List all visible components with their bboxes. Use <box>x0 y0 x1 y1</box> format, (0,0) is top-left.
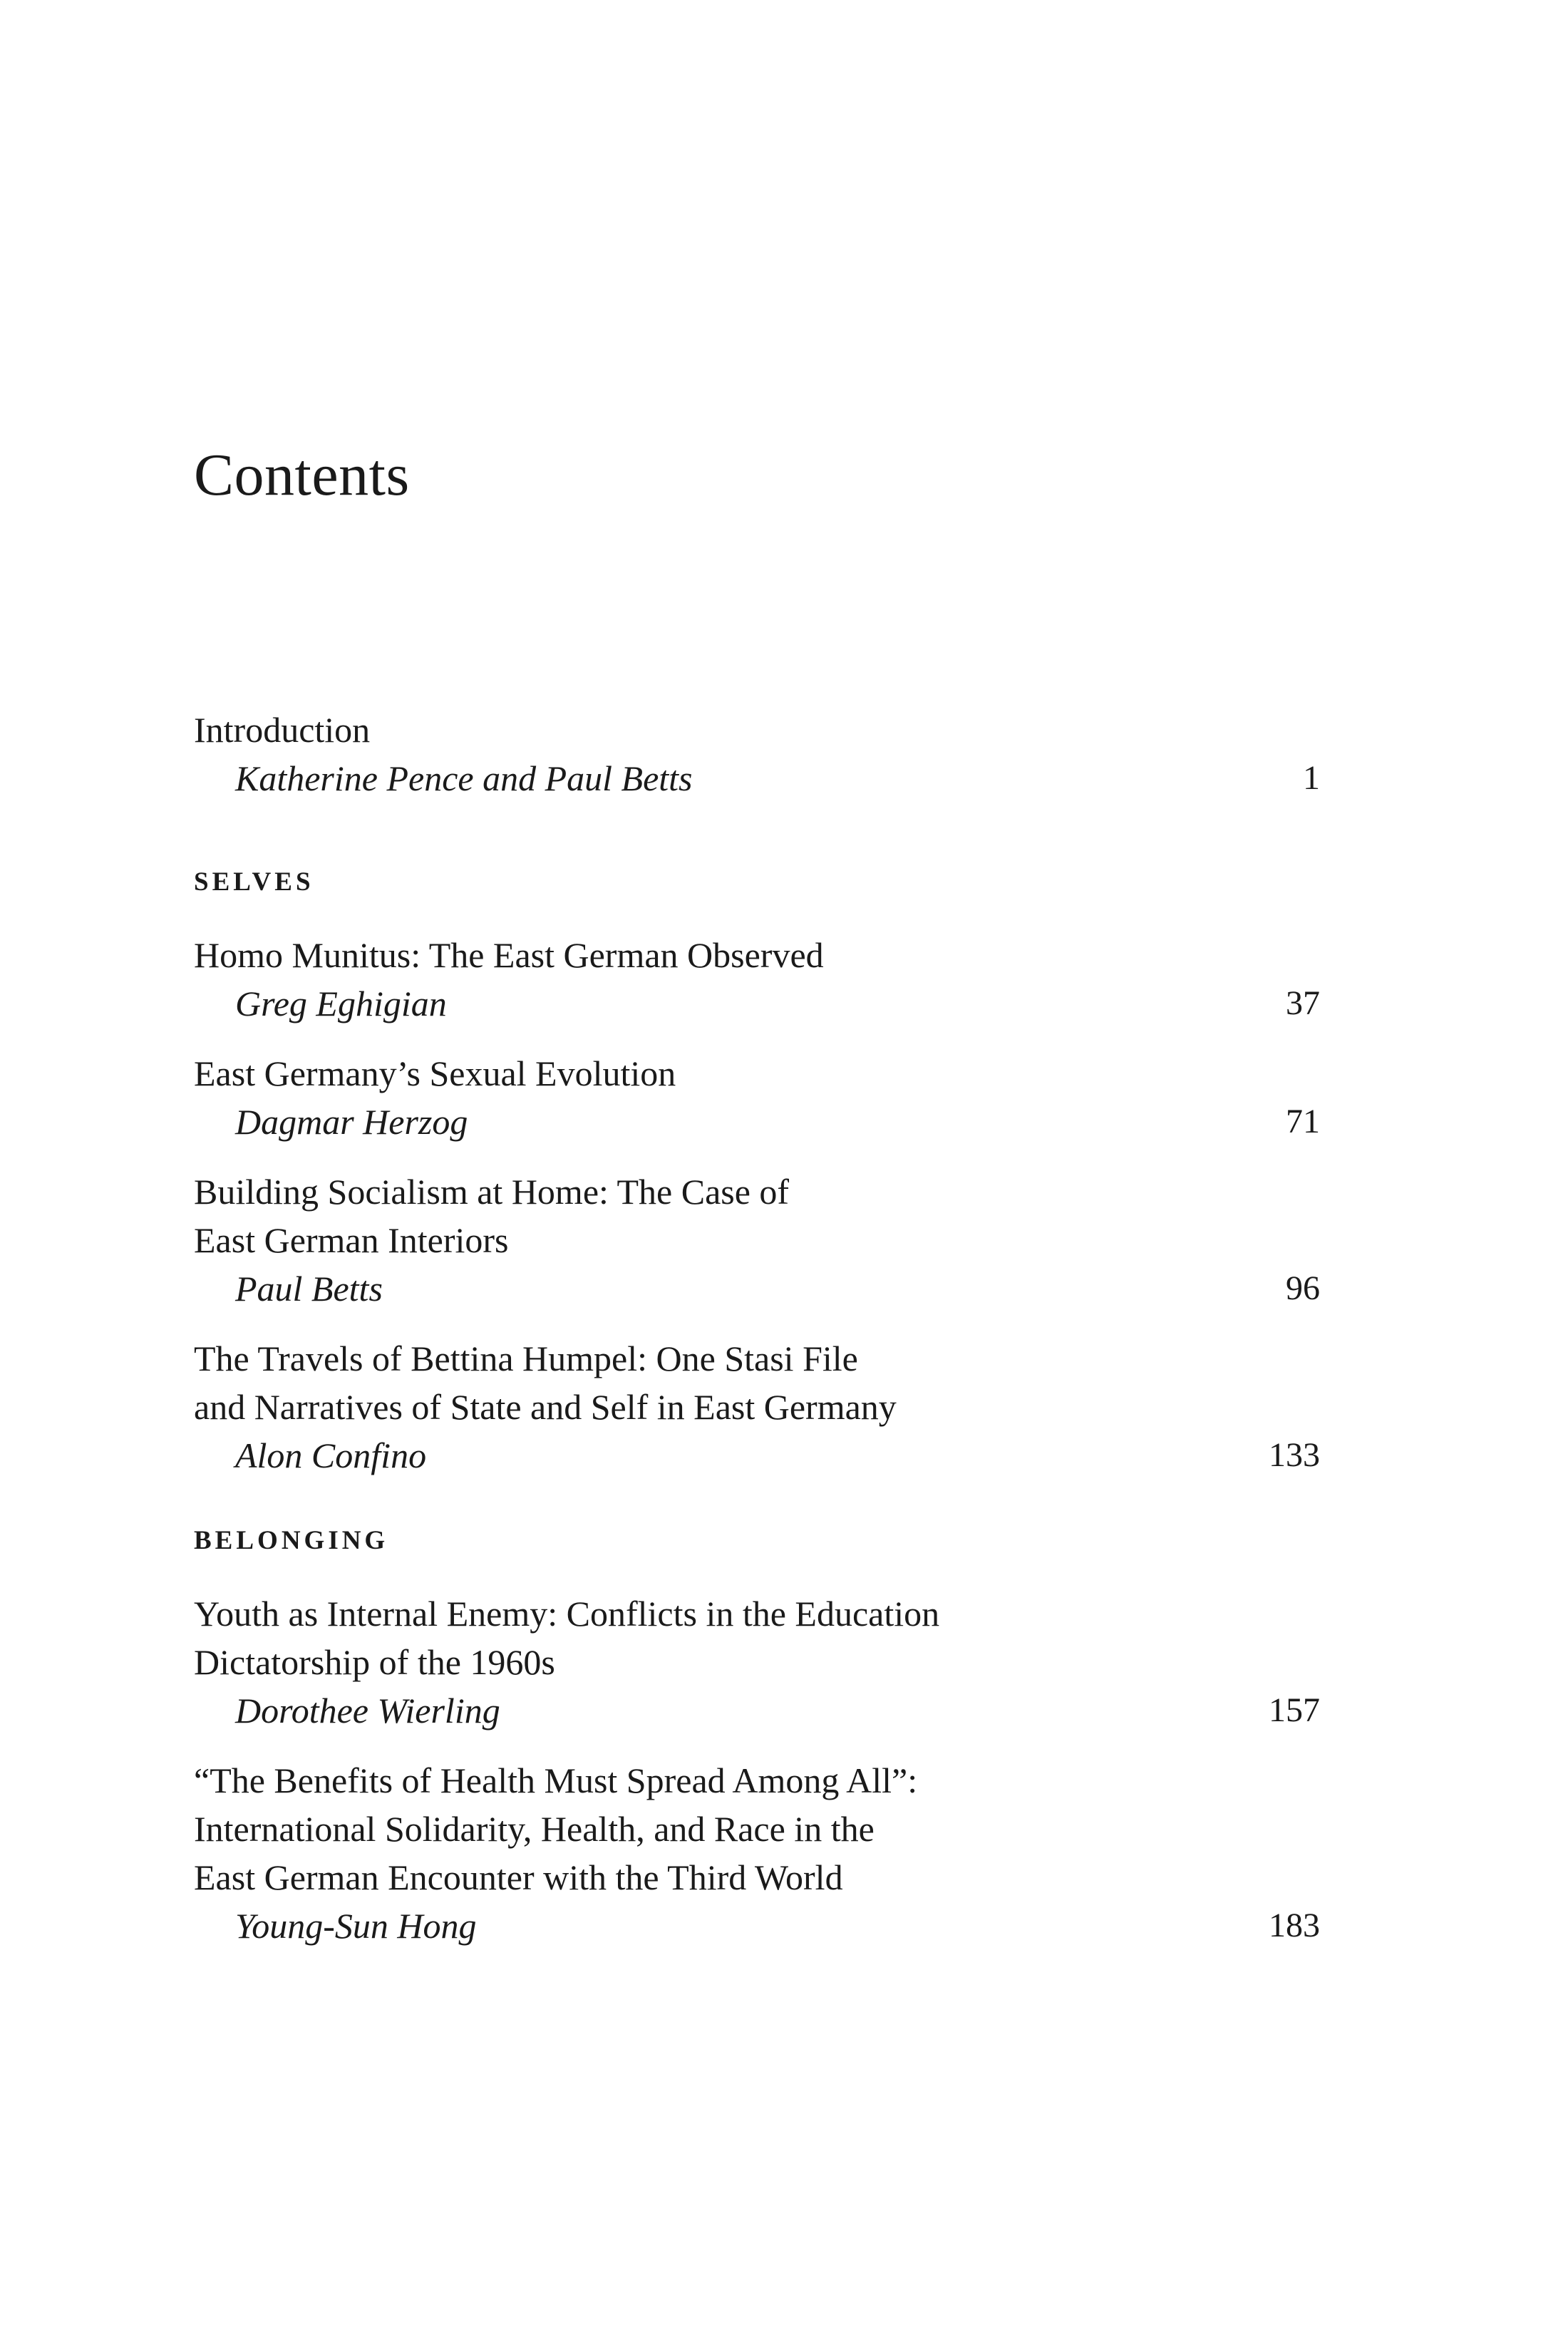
toc-entry-title: East German Interiors <box>194 1220 509 1260</box>
section-heading-belonging: BELONGING <box>194 1526 389 1555</box>
toc-entry-author: Greg Eghigian <box>235 984 447 1023</box>
toc-entry-youth-internal-enemy <box>194 1589 1320 1735</box>
toc-entry-title: and Narratives of State and Self in East Germany <box>194 1387 897 1427</box>
toc-entry-benefits-of-health <box>194 1756 1320 1950</box>
toc-entry-title: Homo Munitus: The East German Observed <box>194 935 824 975</box>
toc-entry-page-number: 1 <box>1303 759 1320 797</box>
toc-entry-introduction <box>194 706 1320 803</box>
toc-entry-title: International Solidarity, Health, and Race in the <box>194 1809 875 1849</box>
toc-entry-title: Dictatorship of the 1960s <box>194 1642 555 1682</box>
toc-entry-author: Dagmar Herzog <box>235 1102 468 1142</box>
toc-entry-title: East Germany’s Sexual Evolution <box>194 1053 676 1093</box>
toc-entry-building-socialism <box>194 1167 1320 1313</box>
toc-entry-sexual-evolution <box>194 1049 1320 1146</box>
toc-entry-page-number: 37 <box>1286 984 1320 1022</box>
toc-entry-author: Katherine Pence and Paul Betts <box>235 758 693 798</box>
toc-entry-title: Youth as Internal Enemy: Conflicts in the Education <box>194 1594 940 1634</box>
page-title: Contents <box>194 442 410 508</box>
section-heading-selves: SELVES <box>194 867 314 897</box>
table-of-contents <box>194 706 1320 1950</box>
toc-entry-bettina-humpel <box>194 1334 1320 1480</box>
toc-entry-page-number: 71 <box>1286 1103 1320 1140</box>
toc-entry-page-number: 157 <box>1269 1691 1320 1729</box>
toc-entry-author: Alon Confino <box>235 1435 427 1475</box>
toc-entry-homo-munitus <box>194 931 1320 1028</box>
toc-entry-title: Building Socialism at Home: The Case of <box>194 1172 790 1212</box>
toc-entry-title: The Travels of Bettina Humpel: One Stasi File <box>194 1339 858 1378</box>
toc-entry-page-number: 183 <box>1269 1907 1320 1944</box>
toc-entry-author: Young-Sun Hong <box>235 1906 477 1946</box>
toc-entry-author: Dorothee Wierling <box>235 1691 500 1731</box>
toc-entry-author: Paul Betts <box>235 1269 383 1309</box>
toc-entry-title: East German Encounter with the Third World <box>194 1857 843 1897</box>
toc-entry-title: Introduction <box>194 710 371 750</box>
toc-entry-title: “The Benefits of Health Must Spread Among All”: <box>194 1760 918 1800</box>
toc-entry-page-number: 133 <box>1269 1436 1320 1474</box>
toc-entry-page-number: 96 <box>1286 1269 1320 1307</box>
